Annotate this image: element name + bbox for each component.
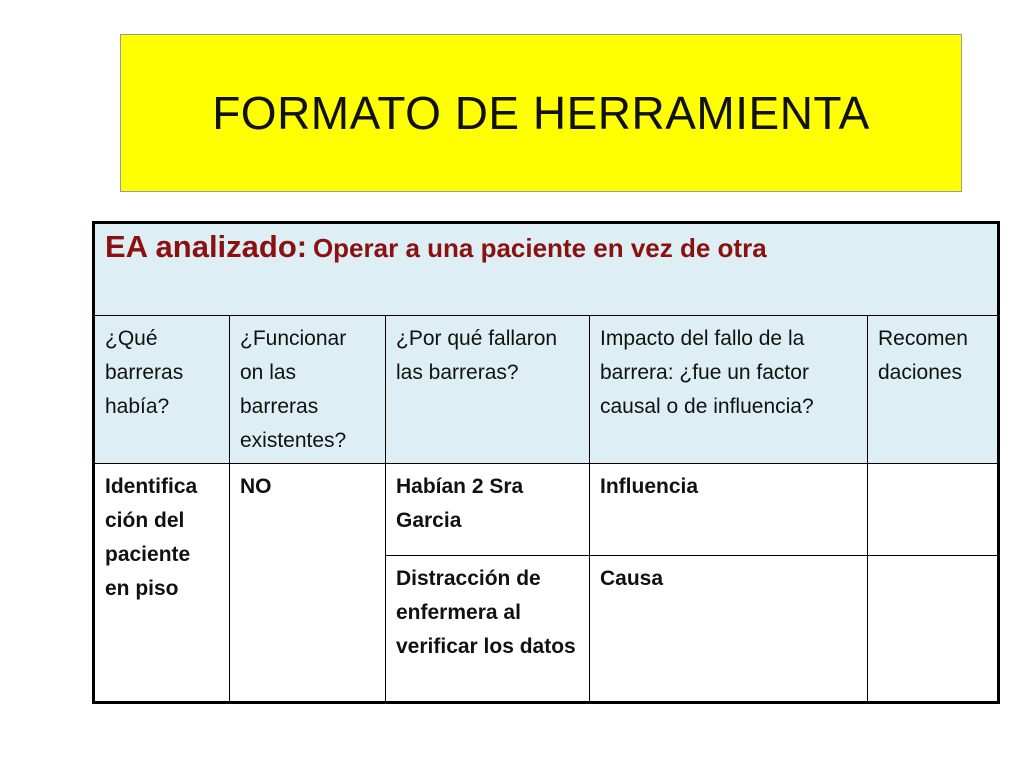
- header-impact: Impacto del fallo de la barrera: ¿fue un factor causal o de influencia?: [590, 316, 868, 464]
- cell-impact: Influencia: [590, 464, 868, 556]
- ea-analyzed-cell: [94, 223, 999, 316]
- ea-analyzed-value: Operar a una paciente en vez de otra: [312, 233, 767, 263]
- cell-barrier: Identifica ción del paciente en piso: [94, 464, 230, 703]
- slide-title: FORMATO DE HERRAMIENTA: [212, 87, 870, 139]
- cell-worked: NO: [230, 464, 386, 703]
- cell-impact: Causa: [590, 556, 868, 703]
- header-barriers-worked: ¿Funcionar on las barreras existentes?: [230, 316, 386, 464]
- table-header-row: [94, 316, 999, 464]
- table-row: [94, 464, 999, 556]
- cell-why: Distracción de enfermera al verificar los datos: [386, 556, 590, 703]
- ea-analyzed-label: EA analizado:: [105, 229, 308, 264]
- header-barriers: ¿Qué barreras había?: [94, 316, 230, 464]
- tool-format-table: [92, 221, 1000, 704]
- cell-why: Habían 2 Sra Garcia: [386, 464, 590, 556]
- cell-recommendation: [868, 556, 999, 703]
- cell-recommendation: [868, 464, 999, 556]
- header-why-failed: ¿Por qué fallaron las barreras?: [386, 316, 590, 464]
- slide-title-box: [120, 34, 962, 192]
- table-title-row: [94, 223, 999, 316]
- header-recommendations: Recomen daciones: [868, 316, 999, 464]
